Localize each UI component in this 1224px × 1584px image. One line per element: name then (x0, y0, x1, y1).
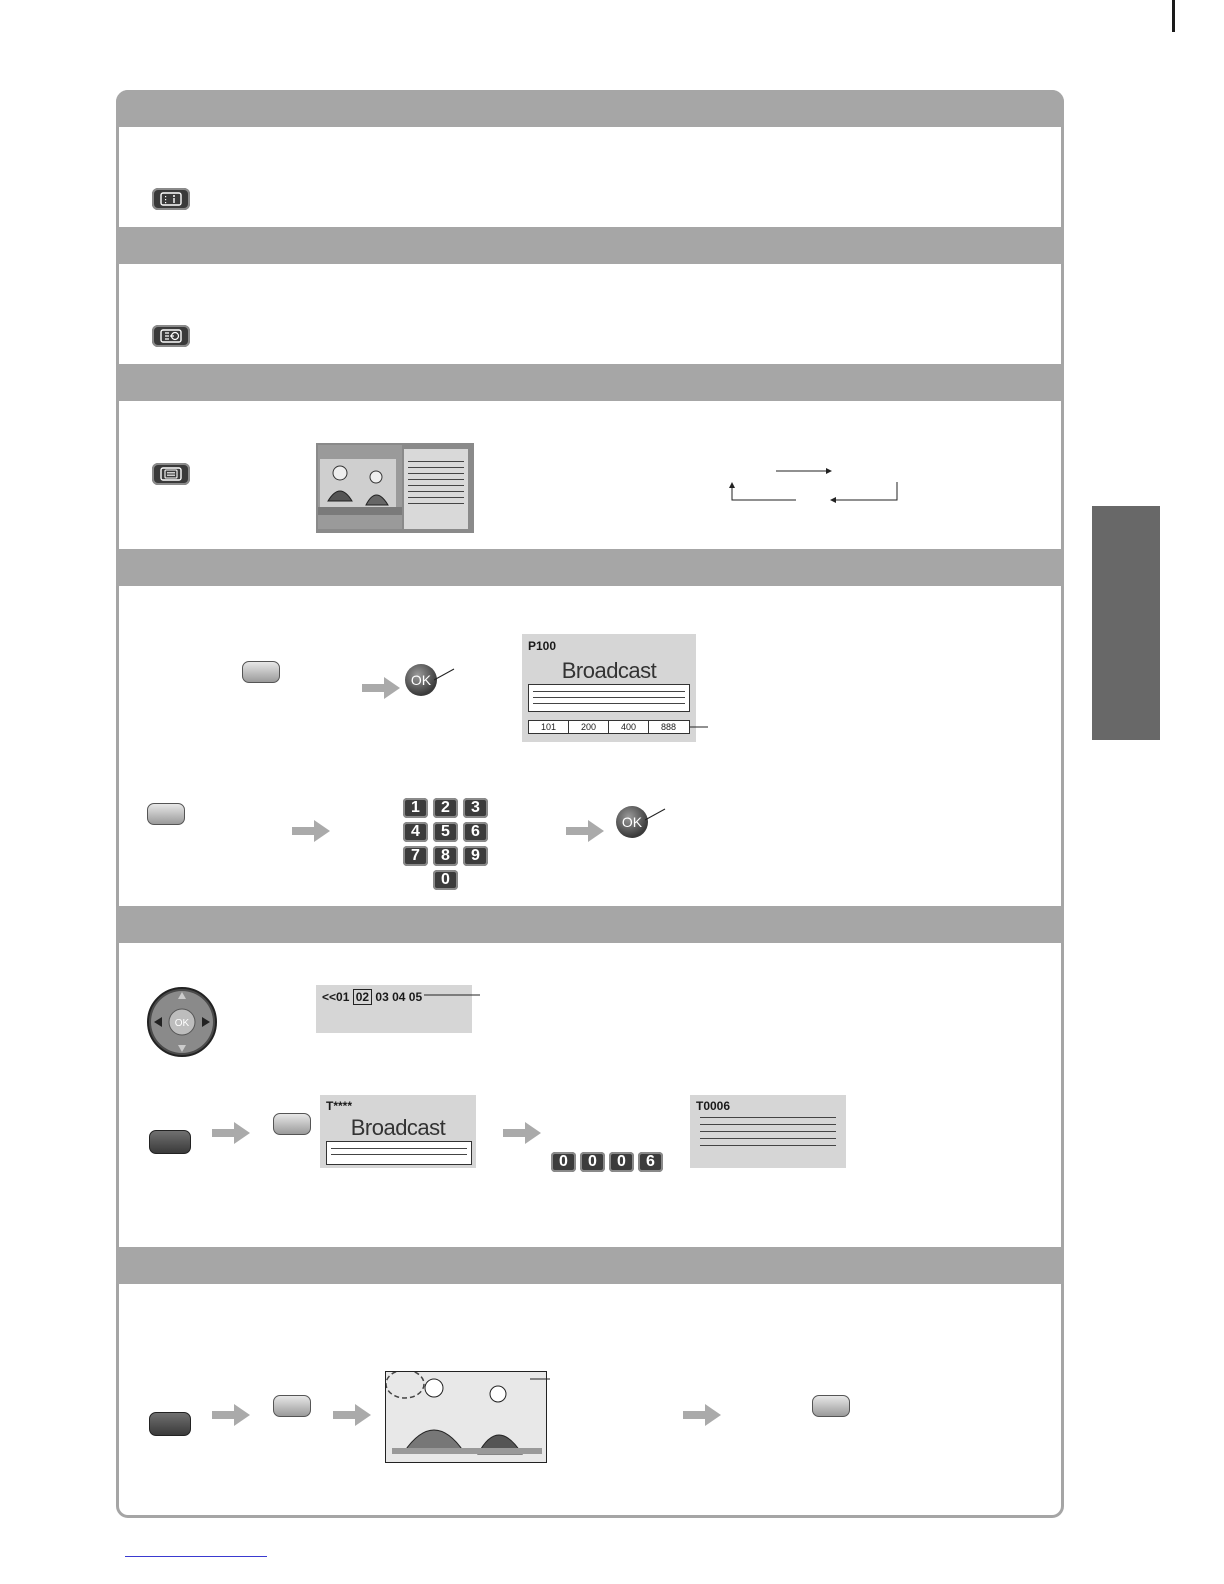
colour-button (273, 1113, 311, 1135)
result-page-screen (690, 1095, 846, 1168)
section-header-5 (116, 906, 1064, 943)
page-number: T**** (326, 1099, 353, 1113)
digit-key: 4 (403, 822, 428, 842)
step-arrow (212, 1402, 250, 1428)
step-arrow (503, 1120, 541, 1146)
dark-button (149, 1130, 191, 1154)
callout-line (645, 808, 667, 822)
subpage-entry-screen (320, 1095, 476, 1168)
step-arrow (333, 1402, 371, 1428)
teletext-button-icon (152, 463, 190, 485)
teletext-pane (404, 449, 468, 529)
step-arrow (683, 1402, 721, 1428)
step-arrow (362, 675, 400, 701)
colour-button (242, 661, 280, 683)
dark-button (149, 1412, 191, 1436)
digit-key: 5 (433, 822, 458, 842)
side-chapter-tab (1092, 506, 1160, 740)
selected-subpage: 02 (353, 989, 372, 1005)
callout-line (434, 668, 456, 682)
digit-key: 0 (580, 1152, 605, 1172)
broadcast-title: Broadcast (561, 658, 657, 683)
broadcast-title: Broadcast (350, 1115, 446, 1140)
digit-key: 6 (638, 1152, 663, 1172)
section-header-4 (116, 549, 1064, 586)
digit-key: 1 (403, 798, 428, 818)
footer-rule (125, 1556, 267, 1557)
section-header-1 (116, 90, 1064, 127)
fastext-bar (528, 720, 690, 734)
step-arrow (292, 818, 330, 844)
exit-button-icon (152, 325, 190, 347)
tv-picture-screen (385, 1371, 547, 1463)
subpage-bar (322, 990, 422, 1004)
info-button-icon (152, 188, 190, 210)
subpage-prefix: <<01 (322, 990, 350, 1004)
digit-key: 2 (433, 798, 458, 818)
navigation-pad-icon (146, 986, 218, 1058)
callout-line (690, 722, 710, 732)
digit-key: 7 (403, 846, 428, 866)
section-header-6 (116, 1247, 1064, 1284)
digit-key: 6 (463, 822, 488, 842)
fastext-page: 200 (569, 721, 609, 733)
ok-button-icon: OK (405, 664, 437, 696)
subpage-rest: 03 04 05 (375, 990, 423, 1004)
mode-cycle-diagram (726, 462, 906, 506)
digit-key: 0 (433, 870, 458, 890)
colour-button (147, 803, 185, 825)
instruction-frame (116, 90, 1064, 1518)
callout-line (530, 1374, 552, 1384)
page-number: T0006 (696, 1099, 731, 1113)
section-header-3 (116, 364, 1064, 401)
digit-key: 3 (463, 798, 488, 818)
digit-key: 0 (551, 1152, 576, 1172)
digit-key: 9 (463, 846, 488, 866)
fastext-page: 888 (660, 722, 677, 732)
colour-button (812, 1395, 850, 1417)
tv-teletext-split-screen (316, 443, 474, 533)
svg-text:OK: OK (174, 1018, 190, 1029)
fastext-page: 101 (529, 721, 569, 733)
teletext-lines (326, 1141, 472, 1165)
fastext-page: 400 (609, 721, 649, 733)
callout-line (424, 990, 482, 1000)
step-arrow (566, 818, 604, 844)
teletext-fastext-screen (522, 634, 696, 742)
digit-key: 0 (609, 1152, 634, 1172)
section-header-2 (116, 227, 1064, 264)
numeric-keypad-icon (403, 798, 495, 893)
page-number: P100 (528, 639, 557, 653)
step-arrow (212, 1120, 250, 1146)
ok-button-icon: OK (616, 806, 648, 838)
colour-button (273, 1395, 311, 1417)
crop-mark (1172, 0, 1175, 32)
teletext-lines (528, 684, 690, 712)
digit-key: 8 (433, 846, 458, 866)
